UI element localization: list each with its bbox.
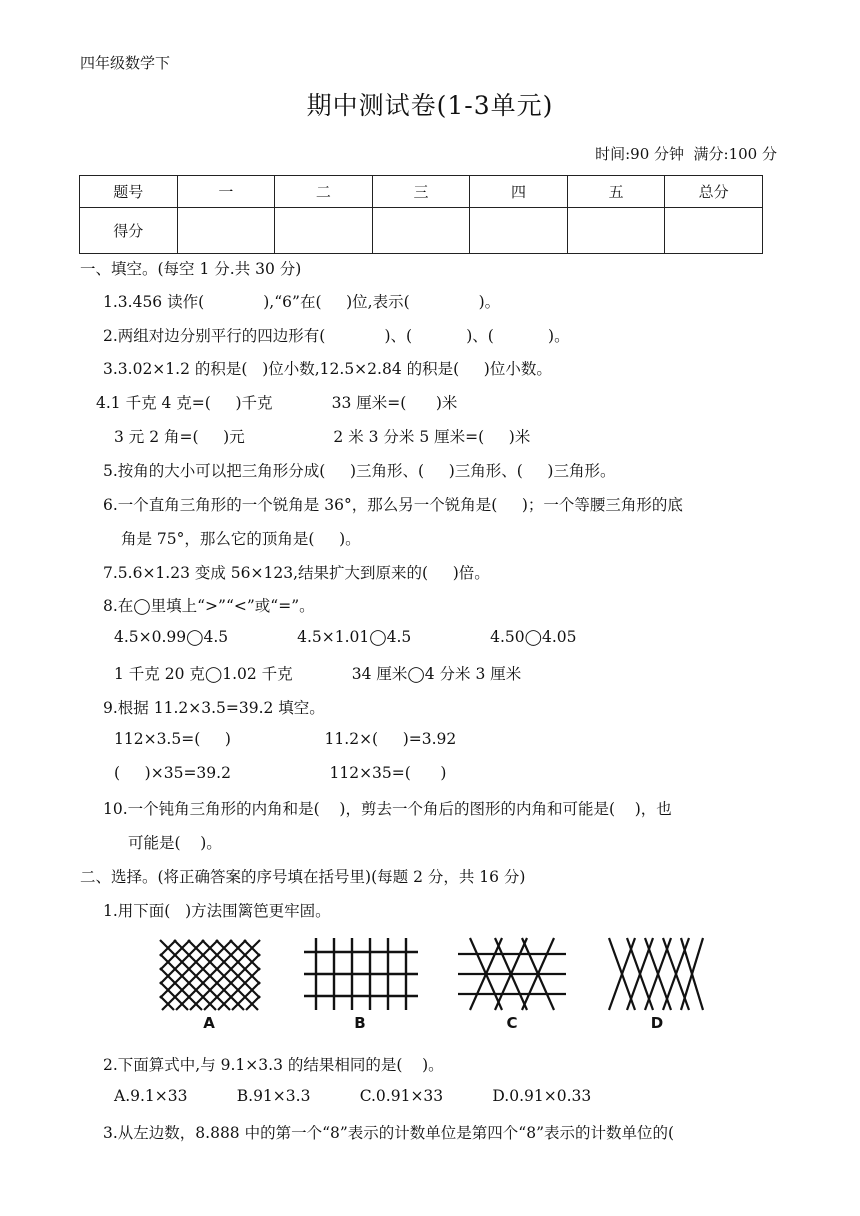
choice-question-2-options: A.9.1×33 B.91×3.3 C.0.91×33 D.0.91×0.33 <box>114 1087 592 1105</box>
score-header-cell: 一 <box>177 176 275 208</box>
choice-question-2: 2.下面算式中,与 9.1×3.3 的结果相同的是( )。 <box>103 1056 444 1074</box>
question-8: 8.在◯里填上“>”“<”或“=”。 <box>103 597 315 615</box>
question-6-line-2: 角是 75°，那么它的顶角是( )。 <box>121 530 361 548</box>
question-6-line-1: 6.一个直角三角形的一个锐角是 36°，那么另一个锐角是( )；一个等腰三角形的底 <box>103 496 683 514</box>
section-1-heading: 一、填空。(每空 1 分.共 30 分) <box>80 260 302 278</box>
score-input-cell[interactable] <box>567 208 665 254</box>
score-header-cell: 四 <box>470 176 568 208</box>
question-5: 5.按角的大小可以把三角形分成( )三角形、( )三角形、( )三角形。 <box>103 462 616 480</box>
question-7: 7.5.6×1.23 变成 56×123,结果扩大到原来的( )倍。 <box>103 564 490 582</box>
question-4-line-2: 3 元 2 角=( )元 2 米 3 分米 5 厘米=( )米 <box>114 428 531 446</box>
time-info: 时间:90 分钟 满分:100 分 <box>595 145 777 163</box>
score-input-cell[interactable] <box>470 208 568 254</box>
option-a-label: A <box>203 1014 215 1032</box>
score-input-cell[interactable] <box>275 208 373 254</box>
score-input-cell[interactable] <box>665 208 763 254</box>
section-2-heading: 二、选择。(将正确答案的序号填在括号里)(每题 2 分，共 16 分) <box>80 868 526 886</box>
option-c-label: C <box>506 1014 518 1032</box>
question-8-row-2: 1 千克 20 克◯1.02 千克 34 厘米◯4 分米 3 厘米 <box>114 665 522 683</box>
question-3: 3.3.02×1.2 的积是( )位小数,12.5×2.84 的积是( )位小数。 <box>103 360 552 378</box>
question-9: 9.根据 11.2×3.5=39.2 填空。 <box>103 699 325 717</box>
fence-figure-a <box>150 930 270 1030</box>
option-d-label: D <box>650 1014 664 1032</box>
score-header-cell: 二 <box>275 176 373 208</box>
choice-question-3: 3.从左边数，8.888 中的第一个“8”表示的计数单位是第四个“8”表示的计数单位的( <box>103 1124 675 1142</box>
choice-question-1: 1.用下面( )方法围篱笆更牢固。 <box>103 902 331 920</box>
question-10-line-2: 可能是( )。 <box>128 834 222 852</box>
question-8-row-1: 4.5×0.99◯4.5 4.5×1.01◯4.5 4.50◯4.05 <box>114 628 577 646</box>
page-title: 期中测试卷(1-3单元) <box>306 91 554 120</box>
score-header-cell: 总分 <box>665 176 763 208</box>
fence-figure-b <box>300 930 420 1030</box>
page-header: 四年级数学下 <box>80 54 171 72</box>
score-row-label: 得分 <box>80 208 178 254</box>
square-grid-fence-icon <box>300 930 420 1012</box>
question-1: 1.3.456 读作( ),“6”在( )位,表示( )。 <box>103 293 501 311</box>
question-4-line-1: 4.1 千克 4 克=( )千克 33 厘米=( )米 <box>96 394 458 412</box>
question-2: 2.两组对边分别平行的四边形有( )、( )、( )。 <box>103 327 570 345</box>
option-b-label: B <box>354 1014 366 1032</box>
score-header-cell: 题号 <box>80 176 178 208</box>
score-header-cell: 五 <box>567 176 665 208</box>
question-10-line-1: 10.一个钝角三角形的内角和是( )，剪去一个角后的图形的内角和可能是( )，也 <box>103 800 672 818</box>
fence-figure-d <box>595 930 715 1030</box>
zigzag-fence-icon <box>595 930 715 1012</box>
score-input-cell[interactable] <box>372 208 470 254</box>
question-9-row-1: 112×3.5=( ) 11.2×( )=3.92 <box>114 730 457 748</box>
crossed-lines-fence-icon <box>450 930 570 1012</box>
question-9-row-2: ( )×35=39.2 112×35=( ) <box>114 764 447 782</box>
diamond-lattice-fence-icon <box>150 930 270 1012</box>
score-header-cell: 三 <box>372 176 470 208</box>
score-table <box>79 175 763 254</box>
fence-figure-c <box>450 930 570 1030</box>
score-input-cell[interactable] <box>177 208 275 254</box>
